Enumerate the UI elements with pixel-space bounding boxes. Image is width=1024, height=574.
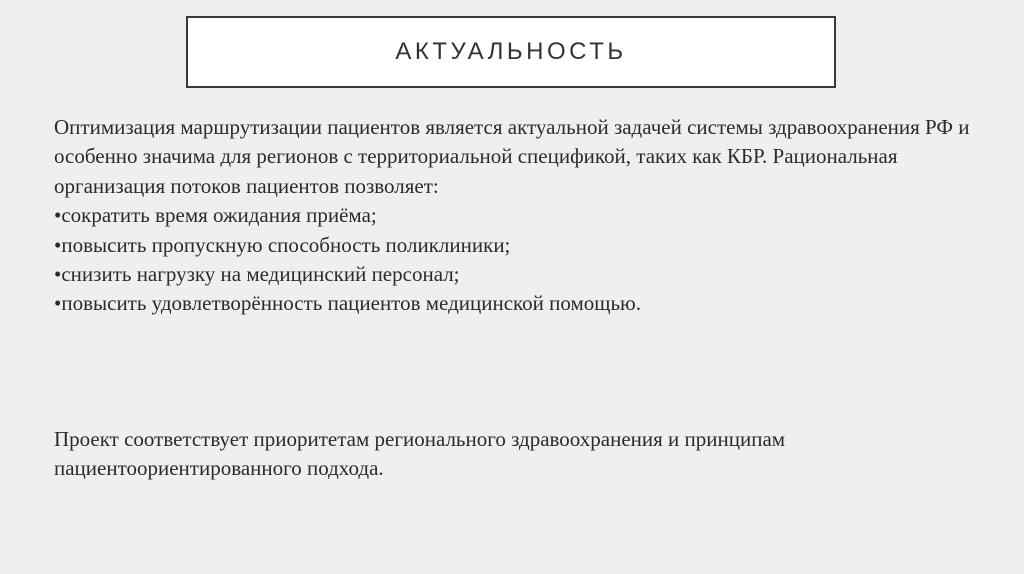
list-item [54,231,974,260]
bullet-marker: • [54,203,62,228]
intro-paragraph: Оптимизация маршрутизации пациентов является актуальной задачей системы здравоохранения РФ и особенно значима для регионов с территориальной спецификой, таких как КБР. Рациональная организация потоков пациентов позволяет: [54,115,970,198]
benefits-list [54,201,974,319]
list-item [54,289,974,318]
list-item-text: повысить удовлетворённость пациентов медицинской помощью. [61,291,641,316]
slide-body [54,113,974,319]
bullet-marker: • [54,232,62,257]
bullet-marker: • [54,291,62,316]
list-item-text: снизить нагрузку на медицинский персонал; [61,262,460,287]
bullet-marker: • [54,262,62,287]
list-item-text: повысить пропускную способность поликлиники; [61,232,511,257]
conclusion-block [54,425,974,484]
list-item-text: сократить время ожидания приёма; [61,203,377,228]
conclusion-paragraph: Проект соответствует приоритетам регионального здравоохранения и принципам пациентоориентированного подхода. [54,427,786,481]
slide-title: АКТУАЛЬНОСТЬ [395,38,627,65]
list-item [54,201,974,230]
slide-title-box [186,16,836,88]
list-item [54,260,974,289]
